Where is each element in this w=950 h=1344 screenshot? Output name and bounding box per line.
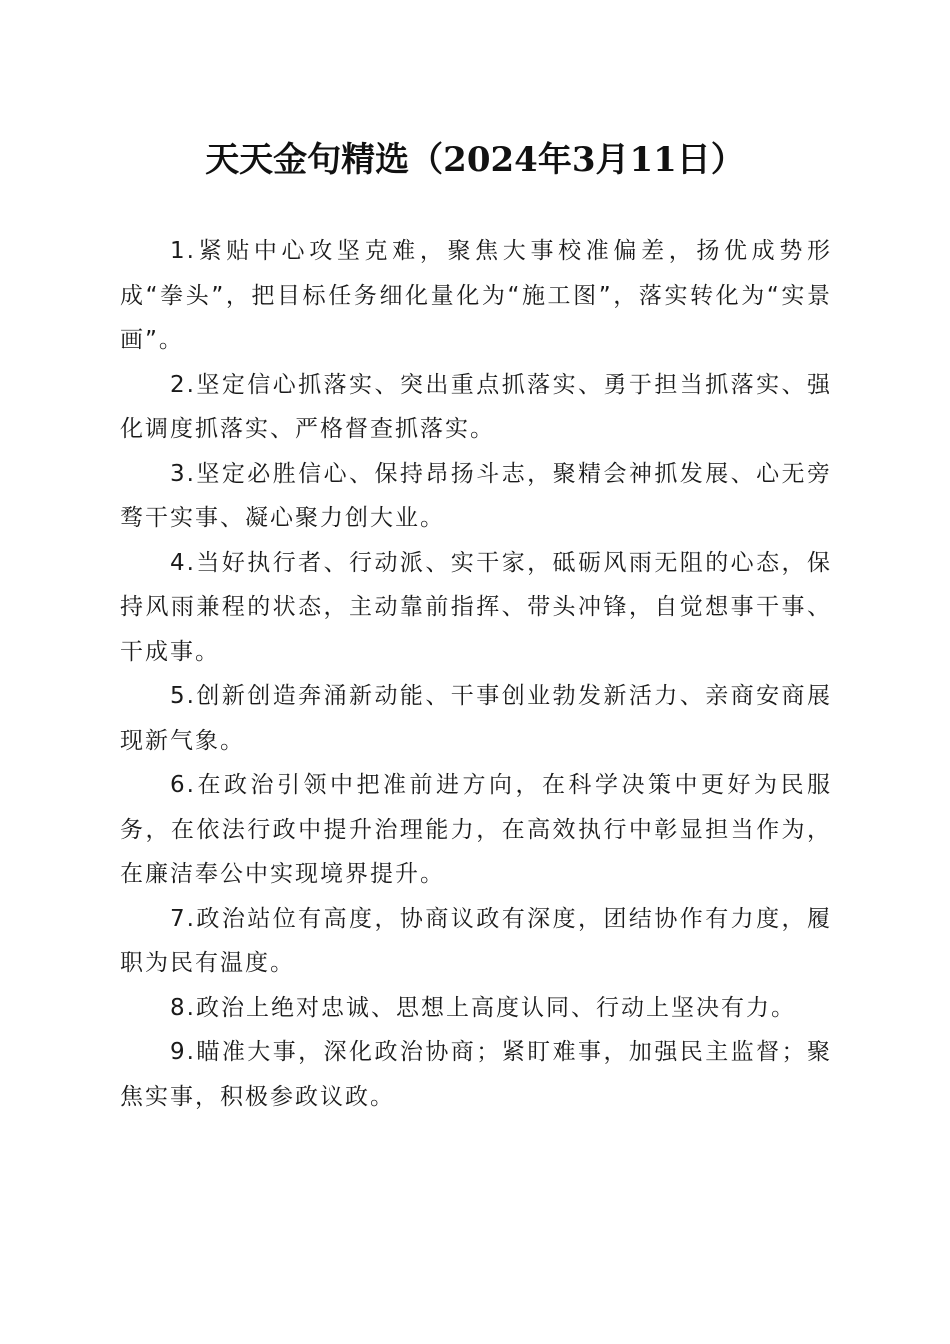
paragraph-9: 9.瞄准大事，深化政治协商；紧盯难事，加强民主监督；聚焦实事，积极参政议政。 [120,1039,832,1110]
paragraph-6: 6.在政治引领中把准前进方向，在科学决策中更好为民服务，在依法行政中提升治理能力，在高效执行中彰显担当作为，在廉洁奉公中实现境界提升。 [120,772,832,887]
paragraph-3: 3.坚定必胜信心、保持昂扬斗志，聚精会神抓发展、心无旁骛干实事、凝心聚力创大业。 [120,460,832,531]
paragraph-5: 5.创新创造奔涌新动能、干事创业勃发新活力、亲商安商展现新气象。 [120,683,832,754]
paragraph-4: 4.当好执行者、行动派、实干家，砥砺风雨无阻的心态，保持风雨兼程的状态，主动靠前指挥、带头冲锋，自觉想事干事、干成事。 [120,549,832,665]
paragraph-2: 2.坚定信心抓落实、突出重点抓落实、勇于担当抓落实、强化调度抓落实、严格督查抓落实。 [120,371,832,442]
paragraph-1: 1.紧贴中心攻坚克难，聚焦大事校准偏差，扬优成势形成“拳头”，把目标任务细化量化为“施工图”，落实转化为“实景画”。 [120,238,832,353]
paragraph-8: 8.政治上绝对忠诚、思想上高度认同、行动上坚决有力。 [170,994,796,1021]
document-title: 天天金句精选（2024年3月11日） [205,140,745,180]
document-body [120,229,832,1119]
paragraph-7: 7.政治站位有高度，协商议政有深度，团结协作有力度，履职为民有温度。 [120,905,832,976]
